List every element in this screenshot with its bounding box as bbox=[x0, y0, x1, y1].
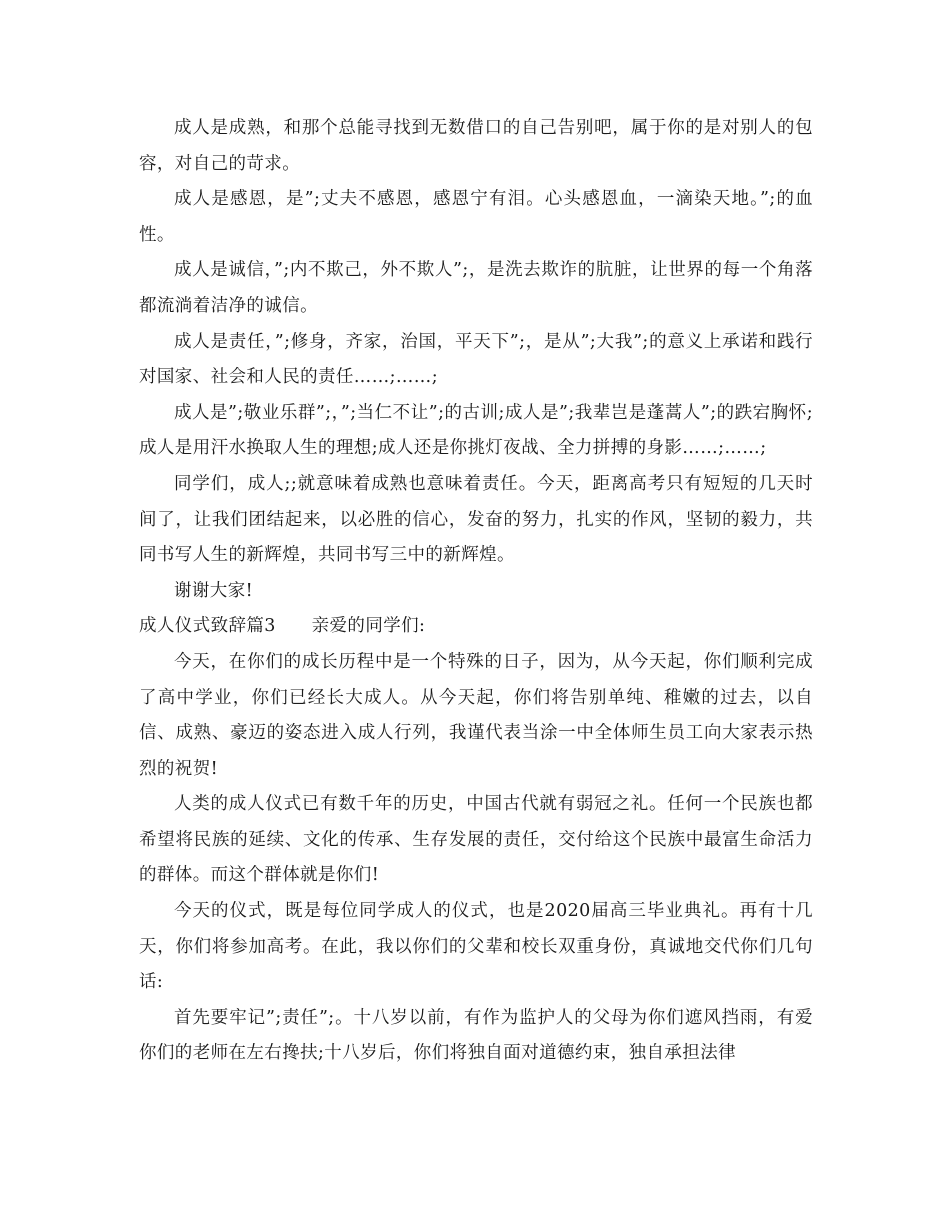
paragraph-1: 成人是成熟，和那个总能寻找到无数借口的自己告别吧，属于你的是对别人的包容，对自己的苛求。 bbox=[139, 118, 813, 174]
paragraph-4: 成人是责任，”;修身，齐家，治国，平天下”;，是从”;大我”;的意义上承诺和践行对国家、社会和人民的责任……;……; bbox=[139, 331, 813, 388]
paragraph-2: 成人是感恩，是”;丈夫不感恩，感恩宁有泪。心头感恩血，一滴染天地。”;的血性。 bbox=[139, 189, 813, 245]
paragraph-7: 谢谢大家! bbox=[174, 580, 254, 601]
paragraph-6: 同学们，成人;;就意味着成熟也意味着责任。今天，距离高考只有短短的几天时间了，让我们团结起来，以必胜的信心，发奋的努力，扎实的作风，坚韧的毅力，共同书写人生的新辉煌，共同书写三中的新辉煌。 bbox=[139, 473, 813, 566]
paragraph-8: 今天，在你们的成长历程中是一个特殊的日子，因为，从今天起，你们顺利完成了高中学业，你们已经长大成人。从今天起，你们将告别单纯、稚嫩的过去，以自信、成熟、豪迈的姿态进入成人行列，我谨代表当涂一中全体师生员工向大家表示热烈的祝贺! bbox=[139, 651, 813, 779]
paragraph-5: 成人是”;敬业乐群”;，”;当仁不让”;的古训;成人是”;我辈岂是蓬蒿人”;的跌宕胸怀;成人是用汗水换取人生的理想;成人还是你挑灯夜战、全力拼搏的身影……;……; bbox=[139, 402, 813, 459]
document-body bbox=[139, 111, 813, 1072]
paragraph-3: 成人是诚信，”;内不欺己，外不欺人”;，是洗去欺诈的肮脏，让世界的每一个角落都流淌着洁净的诚信。 bbox=[139, 260, 813, 316]
paragraph-11: 首先要牢记”;责任”;。十八岁以前，有作为监护人的父母为你们遮风挡雨，有爱你们的老师在左右搀扶;十八岁后，你们将独自面对道德约束，独自承担法律 bbox=[139, 1007, 813, 1064]
section-heading: 成人仪式致辞篇3 亲爱的同学们: bbox=[139, 616, 426, 637]
paragraph-10: 今天的仪式，既是每位同学成人的仪式，也是2020届高三毕业典礼。再有十几天，你们将参加高考。在此，我以你们的父辈和校长双重身份，真诚地交代你们几句话: bbox=[139, 901, 813, 993]
paragraph-9: 人类的成人仪式已有数千年的历史，中国古代就有弱冠之礼。任何一个民族也都希望将民族的延续、文化的传承、生存发展的责任，交付给这个民族中最富生命活力的群体。而这个群体就是你们! bbox=[139, 794, 813, 886]
